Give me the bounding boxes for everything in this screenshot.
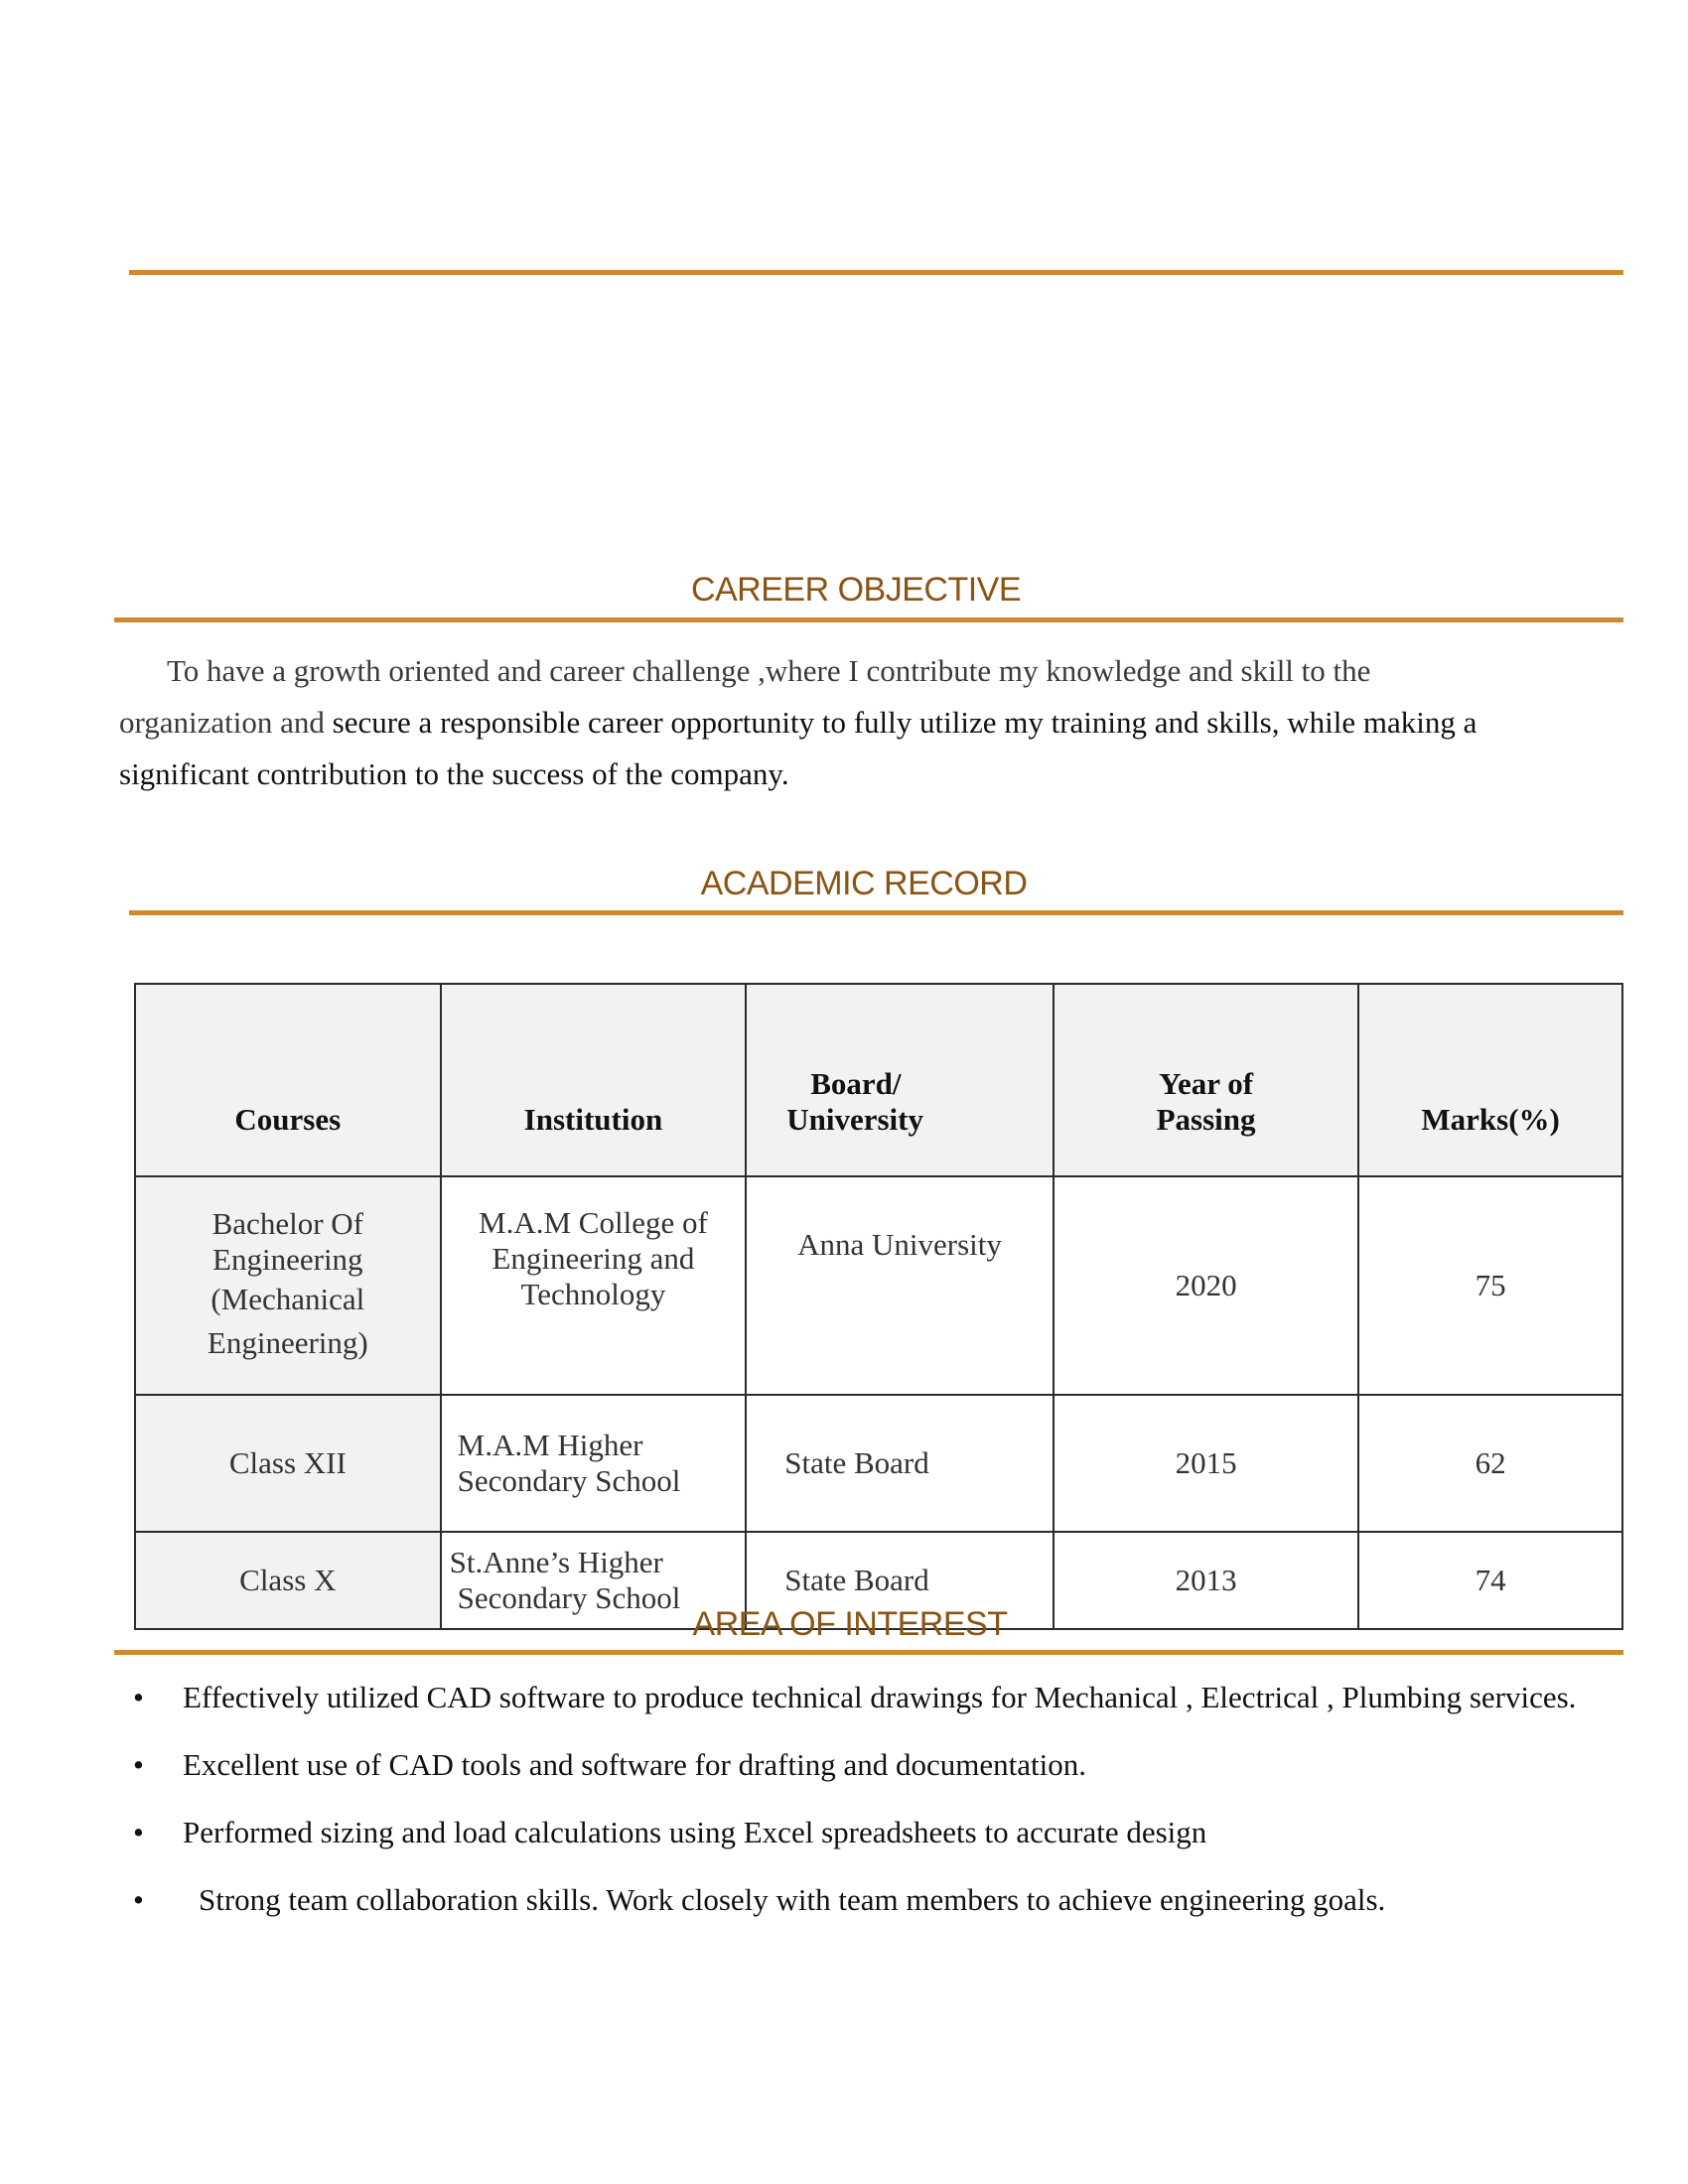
table-header-row xyxy=(135,984,1622,1176)
cell-institution: St.Anne’s Higher Secondary School xyxy=(441,1532,747,1629)
header-courses: Courses xyxy=(135,984,441,1176)
list-item: • Performed sizing and load calculations using Excel spreadsheets to accurate design xyxy=(129,1813,1638,1852)
cell-institution: M.A.M Higher Secondary School xyxy=(441,1395,747,1532)
career-objective-paragraph xyxy=(119,645,1628,800)
list-item: • Excellent use of CAD tools and software for drafting and documentation. xyxy=(129,1745,1638,1785)
objective-line-2 xyxy=(119,697,1628,749)
header-year-of-passing: Year of Passing xyxy=(1054,984,1358,1176)
cell-board: State Board xyxy=(746,1395,1054,1532)
area-of-interest-divider xyxy=(114,1650,1623,1655)
objective-line-3: significant contribution to the success of the company. xyxy=(119,756,789,791)
cell-board: Anna University xyxy=(746,1176,1054,1395)
header-marks: Marks(%) xyxy=(1358,984,1622,1176)
header-institution: Institution xyxy=(441,984,747,1176)
bullet-icon: • xyxy=(133,1815,144,1849)
list-item: • Strong team collaboration skills. Work closely with team members to achieve engineering goals. xyxy=(129,1880,1638,1920)
academic-record-table xyxy=(134,983,1623,1630)
academic-record-title: ACADEMIC RECORD xyxy=(700,865,1028,902)
cell-year: 2013 xyxy=(1054,1532,1358,1629)
cell-year: 2015 xyxy=(1054,1395,1358,1532)
cell-marks: 62 xyxy=(1358,1395,1622,1532)
table-row xyxy=(135,1176,1622,1395)
cell-institution: M.A.M College of Engineering and Technology xyxy=(441,1176,747,1395)
career-objective-divider xyxy=(114,617,1623,622)
cell-board: State Board xyxy=(746,1532,1054,1629)
cell-year: 2020 xyxy=(1054,1176,1358,1395)
cell-course: Bachelor Of Engineering (Mechanical Engineering) xyxy=(135,1176,441,1395)
header-divider xyxy=(129,270,1623,275)
cell-marks: 75 xyxy=(1358,1176,1622,1395)
header-board-university: Board/ University xyxy=(746,984,1054,1176)
bullet-icon: • xyxy=(133,1680,144,1714)
list-item: • Effectively utilized CAD software to produce technical drawings for Mechanical , Electrical , Plumbing services. xyxy=(129,1678,1638,1717)
bullet-icon: • xyxy=(133,1747,144,1782)
cell-marks: 74 xyxy=(1358,1532,1622,1629)
table-row xyxy=(135,1395,1622,1532)
objective-line-2-start: organization and xyxy=(119,705,325,740)
academic-record-divider xyxy=(129,910,1623,915)
bullet-icon: • xyxy=(133,1882,144,1917)
area-of-interest-title: AREA OF INTEREST xyxy=(692,1605,1008,1643)
career-objective-title: CAREER OBJECTIVE xyxy=(690,571,1022,609)
objective-line-1: To have a growth oriented and career challenge ,where I contribute my knowledge and skill to the xyxy=(167,653,1371,688)
area-of-interest-list xyxy=(129,1678,1638,1948)
cell-course: Class X xyxy=(135,1532,441,1629)
objective-line-2-rest: secure a responsible career opportunity to fully utilize my training and skills, while making a xyxy=(332,705,1477,740)
cell-course: Class XII xyxy=(135,1395,441,1532)
